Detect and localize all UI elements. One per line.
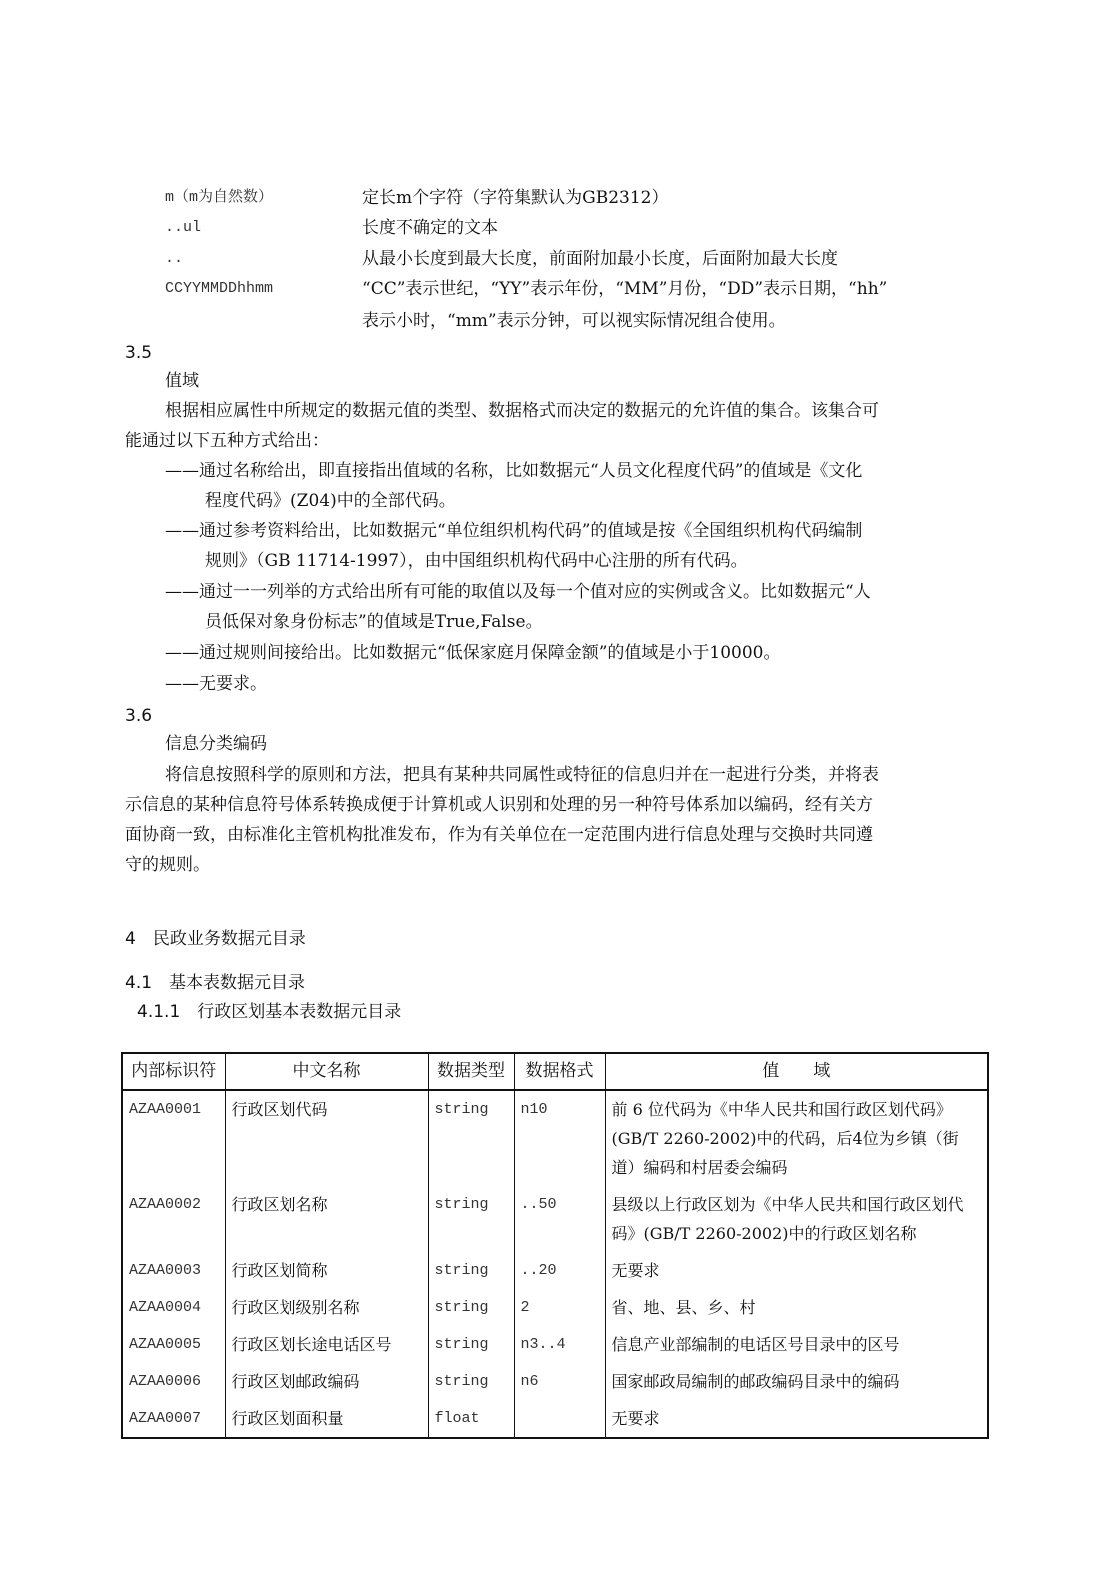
cell-name: 行政区划长途电话区号 <box>225 1326 428 1363</box>
paragraph-line: 面协商一致，由标准化主管机构批准发布，作为有关单位在一定范围内进行信息处理与交换时共同遵 <box>125 825 873 845</box>
format-desc: “CC”表示世纪，“YY”表示年份，“MM”月份，“DD”表示日期，“hh” <box>362 279 888 299</box>
paragraph-line: 根据相应属性中所规定的数据元值的类型、数据格式而决定的数据元的允许值的集合。该集合可 <box>165 401 879 421</box>
header-name: 中文名称 <box>225 1053 428 1090</box>
format-desc: 从最小长度到最大长度，前面附加最小长度，后面附加最大长度 <box>362 249 838 269</box>
cell-name: 行政区划级别名称 <box>225 1289 428 1326</box>
cell-name: 行政区划邮政编码 <box>225 1363 428 1400</box>
format-desc: 表示小时，“mm”表示分钟，可以视实际情况组合使用。 <box>362 311 786 331</box>
table-row <box>122 1363 988 1400</box>
cell-format <box>514 1400 605 1438</box>
cell-type: string <box>428 1186 514 1252</box>
cell-type: float <box>428 1400 514 1438</box>
list-item: ——通过参考资料给出，比如数据元“单位组织机构代码”的值域是按《全国组织机构代码编制 <box>165 521 863 541</box>
section-title: 值域 <box>165 371 199 391</box>
cell-format: ..20 <box>514 1252 605 1289</box>
paragraph-line: 能通过以下五种方式给出： <box>125 431 329 451</box>
cell-id: AZAA0004 <box>129 1299 202 1316</box>
paragraph-line: 示信息的某种信息符号体系转换成便于计算机或人识别和处理的另一种符号体系加以编码，经有关方 <box>125 795 873 815</box>
cell-name: 行政区划简称 <box>225 1252 428 1289</box>
cell-format: n3..4 <box>514 1326 605 1363</box>
cell-type: string <box>428 1289 514 1326</box>
format-desc: 长度不确定的文本 <box>362 218 498 238</box>
cell-name: 行政区划名称 <box>225 1186 428 1252</box>
format-code: .. <box>165 250 184 267</box>
cell-id: AZAA0005 <box>129 1336 202 1353</box>
cell-id: AZAA0003 <box>129 1262 202 1279</box>
table-row <box>122 1090 988 1186</box>
cell-domain: 无要求 <box>605 1400 988 1438</box>
cell-name: 行政区划代码 <box>225 1090 428 1186</box>
format-desc: 定长m个字符（字符集默认为GB2312） <box>362 188 669 208</box>
paragraph-line: 将信息按照科学的原则和方法，把具有某种共同属性或特征的信息归并在一起进行分类，并将表 <box>165 765 879 785</box>
format-code: ..ul <box>165 219 202 236</box>
table-header-row <box>122 1053 988 1090</box>
list-item-cont: 规则》（GB 11714-1997），由中国组织机构代码中心注册的所有代码。 <box>205 551 748 571</box>
header-id: 内部标识符 <box>122 1053 225 1090</box>
cell-type: string <box>428 1363 514 1400</box>
section-number: 3.5 <box>125 343 153 363</box>
heading-4-1-1: 4.1.1 行政区划基本表数据元目录 <box>137 1002 402 1022</box>
cell-domain: 县级以上行政区划为《中华人民共和国行政区划代码》(GB/T 2260-2002)中的行政区划名称 <box>605 1186 988 1252</box>
cell-domain: 前 6 位代码为《中华人民共和国行政区划代码》(GB/T 2260-2002)中的代码，后4位为乡镇（街道）编码和村居委会编码 <box>605 1090 988 1186</box>
cell-domain: 无要求 <box>605 1252 988 1289</box>
list-item: ——通过名称给出，即直接指出值域的名称，比如数据元“人员文化程度代码”的值域是《文化 <box>165 461 863 481</box>
cell-domain: 信息产业部编制的电话区号目录中的区号 <box>605 1326 988 1363</box>
section-title: 信息分类编码 <box>165 734 267 754</box>
heading-4: 4 民政业务数据元目录 <box>125 929 306 949</box>
section-number: 3.6 <box>125 706 153 726</box>
cell-format: ..50 <box>514 1186 605 1252</box>
cell-id: AZAA0006 <box>129 1373 202 1390</box>
cell-format: n10 <box>514 1090 605 1186</box>
cell-format: 2 <box>514 1289 605 1326</box>
cell-format: n6 <box>514 1363 605 1400</box>
paragraph-line: 守的规则。 <box>125 855 210 875</box>
cell-name: 行政区划面积量 <box>225 1400 428 1438</box>
table-row <box>122 1252 988 1289</box>
format-code: CCYYMMDDhhmm <box>165 280 274 297</box>
table-row <box>122 1289 988 1326</box>
cell-domain: 省、地、县、乡、村 <box>605 1289 988 1326</box>
list-item-cont: 程度代码》(Z04)中的全部代码。 <box>205 491 456 511</box>
data-element-table <box>121 1052 989 1439</box>
cell-type: string <box>428 1090 514 1186</box>
table-row <box>122 1326 988 1363</box>
cell-type: string <box>428 1326 514 1363</box>
table-row <box>122 1186 988 1252</box>
cell-id: AZAA0002 <box>129 1196 202 1213</box>
cell-id: AZAA0001 <box>129 1101 202 1118</box>
heading-4-1: 4.1 基本表数据元目录 <box>125 973 306 993</box>
cell-id: AZAA0007 <box>129 1410 202 1427</box>
list-item: ——无要求。 <box>165 674 267 694</box>
cell-domain: 国家邮政局编制的邮政编码目录中的编码 <box>605 1363 988 1400</box>
header-domain: 值 域 <box>605 1053 988 1090</box>
table-row <box>122 1400 988 1438</box>
header-format: 数据格式 <box>514 1053 605 1090</box>
list-item: ——通过规则间接给出。比如数据元“低保家庭月保障金额”的值域是小于10000。 <box>165 643 781 663</box>
cell-type: string <box>428 1252 514 1289</box>
format-code: m（m为自然数） <box>165 189 274 206</box>
header-type: 数据类型 <box>428 1053 514 1090</box>
list-item: ——通过一一列举的方式给出所有可能的取值以及每一个值对应的实例或含义。比如数据元“人 <box>165 582 871 602</box>
list-item-cont: 员低保对象身份标志”的值域是True,False。 <box>205 612 543 632</box>
